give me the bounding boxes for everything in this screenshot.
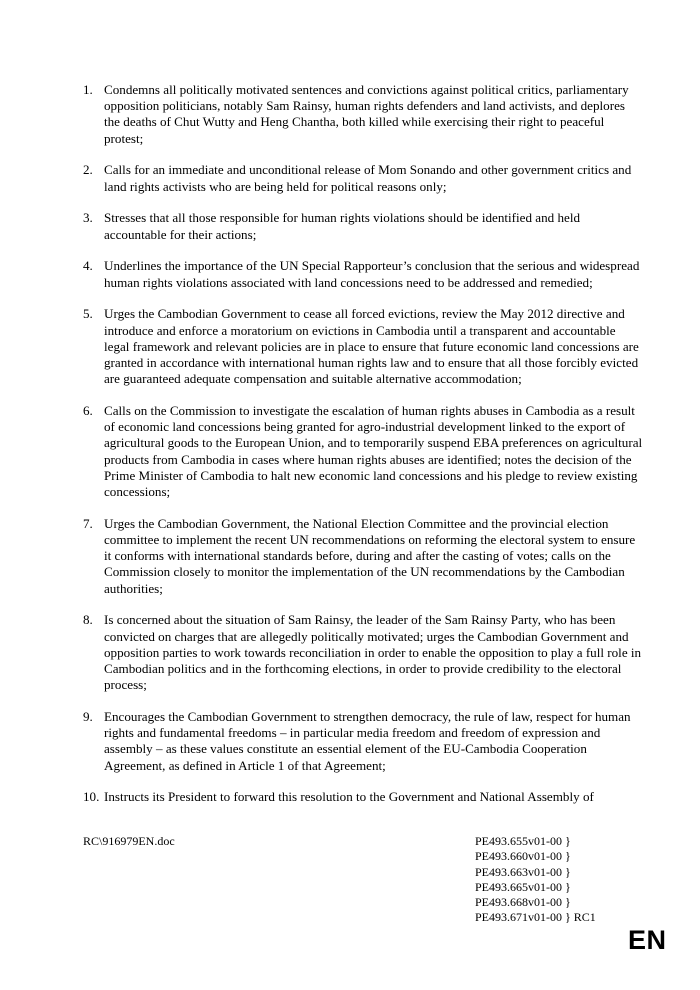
pe-reference-line: PE493.671v01-00 } RC1 [475,910,596,925]
paragraph-6 [83,403,643,500]
paragraph-number: 9. [83,709,93,725]
paragraph-number: 10. [83,789,100,805]
pe-reference-line: PE493.665v01-00 } [475,879,571,894]
paragraph-text: Is concerned about the situation of Sam Rainsy, the leader of the Sam Rainsy Party, who has been convicted on charges that are allegedly politically motivated; urges the Cambodian Government and opposition parties to work towards reconciliation in order to enable the opposition to play a full role in Cambodian politics and in the forthcoming elections, in order to provide credibility to the electoral process; [104,612,642,693]
paragraph-number: 8. [83,612,93,628]
paragraph-text: Stresses that all those responsible for human rights violations should be identified and held accountable for their actions; [104,210,581,242]
paragraph-text: Calls on the Commission to investigate the escalation of human rights abuses in Cambodia as a result of economic land concessions being granted for agro-industrial development linked to the export of agricultural goods to the European Union, and to temporarily suspend EBA preferences on agricultural products from Cambodia in cases where human rights abuses are identified; notes the decision of the Prime Minister of Cambodia to halt new economic land concessions and his pledge to review existing concessions; [104,403,643,500]
paragraph-10 [83,789,643,805]
pe-reference-line: PE493.655v01-00 } [475,834,571,848]
paragraph-9 [83,709,643,774]
document-body [83,82,643,806]
paragraph-7 [83,516,643,597]
paragraph-text: Calls for an immediate and unconditional release of Mom Sonando and other government critics and land rights activists who are being held for political reasons only; [104,162,632,194]
paragraph-text: Urges the Cambodian Government to cease all forced evictions, review the May 2012 directive and introduce and enforce a moratorium on evictions in Cambodia until a transparent and accountable legal framework and relevant policies are in place to ensure that future economic land concessions are granted in accordance with international human rights law and to ensure that all those forcibly evicted are guaranteed adequate compensation and suitable alternative accommodation; [104,306,639,387]
footer-doc-reference: RC\916979EN.doc [83,834,175,848]
language-badge: EN [628,925,667,955]
paragraph-3 [83,210,643,242]
paragraph-2 [83,162,643,194]
paragraph-8 [83,612,643,693]
paragraph-text: Encourages the Cambodian Government to strengthen democracy, the rule of law, respect for human rights and fundamental freedoms – in particular media freedom and freedom of expression and assembly – as these values constitute an essential element of the EU-Cambodia Cooperation Agreement, as defined in Article 1 of that Agreement; [104,709,631,773]
paragraph-number: 2. [83,162,93,178]
paragraph-text: Condemns all politically motivated sentences and convictions against political critics, parliamentary opposition politicians, notably Sam Rainsy, human rights defenders and land activists, and deplores the deaths of Chut Wutty and Heng Chantha, both killed while exercising their right to peaceful protest; [104,82,629,146]
paragraph-number: 5. [83,306,93,322]
paragraph-5 [83,306,643,387]
paragraph-text: Urges the Cambodian Government, the National Election Committee and the provincial election committee to implement the recent UN recommendations on reforming the electoral system to ensure it conforms with international standards before, during and after the casting of votes; calls on the Commission closely to monitor the implementation of the UN recommendations by the Cambodian authorities; [104,515,636,596]
pe-reference-line: PE493.668v01-00 } [475,895,571,910]
paragraph-number: 7. [83,515,93,531]
pe-reference-line: PE493.663v01-00 } [475,864,571,879]
paragraph-4 [83,258,643,290]
paragraph-text: Instructs its President to forward this resolution to the Government and National Assembly of [104,789,594,805]
paragraph-1 [83,82,643,147]
paragraph-number: 1. [83,82,93,97]
footer-pe-references [475,834,596,926]
paragraph-number: 3. [83,210,93,226]
paragraph-number: 4. [83,258,93,274]
paragraph-text: Underlines the importance of the UN Special Rapporteur’s conclusion that the serious and widespread human rights violations associated with land concessions need to be addressed and remedied; [104,258,640,290]
paragraph-number: 6. [83,403,93,419]
pe-reference-line: PE493.660v01-00 } [475,849,571,864]
